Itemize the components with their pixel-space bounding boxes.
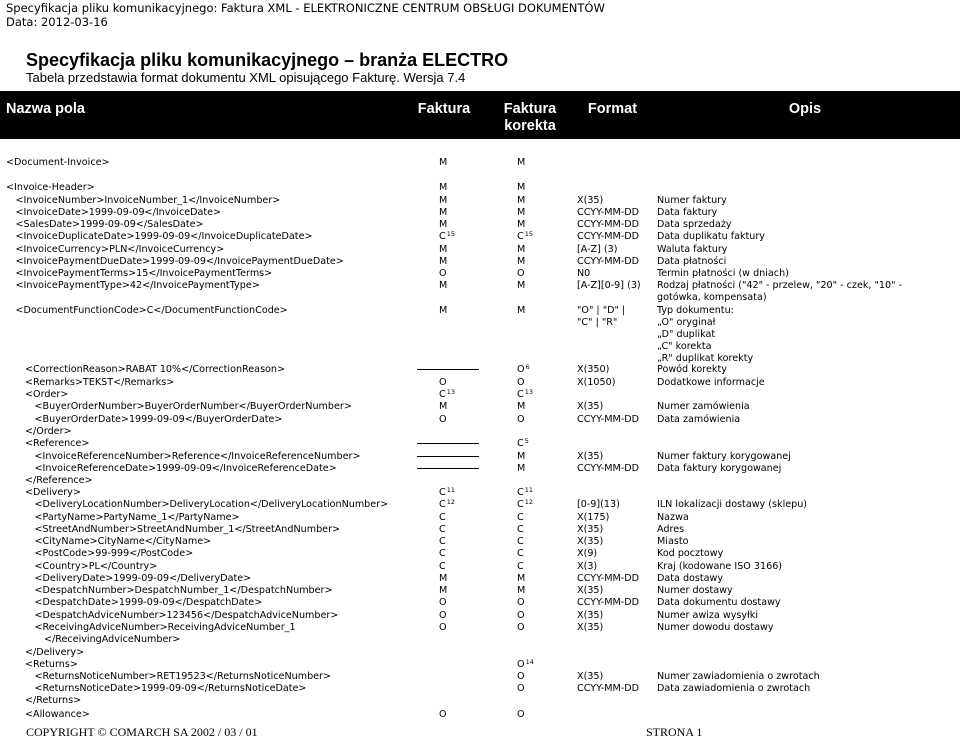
field-format: [A-Z] (3) [577,244,618,255]
footer [26,725,726,740]
korekta-requirement: C [517,561,524,572]
field-name: </Order> [25,426,72,437]
field-format: CCYY-MM-DD [577,573,640,584]
table-row [0,487,960,499]
faktura-requirement: O [439,622,447,633]
table-row [0,683,960,695]
field-format: CCYY-MM-DD [577,231,640,242]
footnote-marker: 11 [524,486,533,494]
field-name: <DeliveryLocationNumber>DeliveryLocation</DeliveryLocationNumber> [34,499,389,510]
field-description: Waluta faktury [657,244,728,255]
footnote-marker: 15 [446,230,455,238]
korekta-requirement: C [517,536,524,547]
field-description: „D" duplikat [657,329,716,340]
korekta-requirement: O [517,622,525,633]
korekta-requirement: M [517,585,526,596]
korekta-requirement: M [517,573,526,584]
field-name: <Allowance> [25,709,90,720]
faktura-requirement [417,364,479,376]
field-description: Data zawiadomienia o zwrotach [657,683,811,694]
field-name: <BuyerOrderNumber>BuyerOrderNumber</BuyerOrderNumber> [34,401,352,412]
table-row [0,524,960,536]
faktura-requirement: M [439,244,448,255]
faktura-requirement: $C^{12}$ [439,498,455,510]
korekta-requirement: M [517,451,526,462]
field-format: "C" | "R" [577,317,618,328]
faktura-requirement: M [439,207,448,218]
field-description: Data zamówienia [657,414,741,425]
col-korekta-header: Faktura korekta [503,101,557,134]
field-name: <DocumentFunctionCode>C</DocumentFunctionCode> [15,305,288,316]
field-description: „O" oryginał [657,317,716,328]
table-row [0,317,960,329]
field-description: Data płatności [657,256,727,267]
table-row [0,401,960,413]
table-row [0,475,960,487]
field-description: Rodzaj płatności ("42" - przelew, "20" - czek, "10" - [657,280,903,291]
korekta-requirement: O [517,671,525,682]
table-row [0,536,960,548]
field-format: CCYY-MM-DD [577,207,640,218]
faktura-requirement: O [439,709,447,720]
table-row [0,671,960,683]
field-format: [0-9](13) [577,499,620,510]
field-name: <StreetAndNumber>StreetAndNumber_1</StreetAndNumber> [34,524,341,535]
korekta-requirement: M [517,244,526,255]
table-row [0,585,960,597]
korekta-requirement: $C^{11}$ [517,486,533,498]
korekta-requirement: O [517,597,525,608]
field-description: Termin płatności (w dniach) [657,268,789,279]
field-format: X(35) [577,536,604,547]
col-faktura-header: Faktura [417,101,471,117]
field-format: CCYY-MM-DD [577,463,640,474]
table-header [0,91,960,139]
field-name: <Document-Invoice> [6,157,110,168]
field-description: Kod pocztowy [657,548,724,559]
field-name: <Returns> [25,659,78,670]
korekta-requirement: $C^{13}$ [517,388,533,400]
table-row [0,695,960,707]
faktura-requirement: O [439,414,447,425]
header-date: Data: 2012-03-16 [6,15,108,29]
field-format: X(350) [577,364,610,375]
table-row [0,463,960,475]
faktura-requirement: M [439,585,448,596]
korekta-requirement: M [517,463,526,474]
korekta-requirement: $C^{15}$ [517,230,533,242]
korekta-requirement: M [517,256,526,267]
field-description: Numer faktury korygowanej [657,451,791,462]
field-format: X(1050) [577,377,616,388]
footnote-marker: 12 [524,498,533,506]
field-name: <Delivery> [25,487,81,498]
korekta-requirement: M [517,195,526,206]
korekta-requirement: O [517,414,525,425]
faktura-requirement [417,438,479,450]
col-opis-header: Opis [788,101,822,117]
copyright: COPYRIGHT © COMARCH SA 2002 / 03 / 01 [26,725,258,739]
table-row [0,438,960,450]
faktura-requirement: M [439,573,448,584]
field-description: Dodatkowe informacje [657,377,765,388]
field-name: <CorrectionReason>RABAT 10%</CorrectionReason> [25,364,286,375]
faktura-requirement: C [439,524,446,535]
footnote-marker: 13 [446,388,455,396]
korekta-requirement: O [517,377,525,388]
field-format: X(35) [577,622,604,633]
korekta-requirement: M [517,305,526,316]
table-row [0,597,960,609]
field-format: X(35) [577,401,604,412]
faktura-requirement: O [439,268,447,279]
field-name: <Invoice-Header> [6,182,95,193]
field-name: </ReceivingAdviceNumber> [44,634,181,645]
korekta-requirement: O [517,610,525,621]
table-row [0,512,960,524]
faktura-requirement [417,463,479,475]
korekta-requirement: M [517,280,526,291]
table-row [0,451,960,463]
field-description: ILN lokalizacji dostawy (sklepu) [657,499,808,510]
field-name: <DespatchAdviceNumber>123456</DespatchAdviceNumber> [34,610,339,621]
field-name: <InvoiceDuplicateDate>1999-09-09</InvoiceDuplicateDate> [15,231,313,242]
footnote-marker: 11 [446,486,455,494]
table-row [0,207,960,219]
field-description: „R" duplikat korekty [657,353,754,364]
field-format: [A-Z][0-9] (3) [577,280,641,291]
field-description: Data faktury korygowanej [657,463,782,474]
field-name: <BuyerOrderDate>1999-09-09</BuyerOrderDate> [34,414,283,425]
faktura-requirement: O [439,610,447,621]
not-applicable-line [417,443,479,444]
faktura-requirement: C [439,536,446,547]
faktura-requirement: M [439,305,448,316]
table-row [0,548,960,560]
field-name: <Country>PL</Country> [34,561,158,572]
field-format: N0 [577,268,591,279]
field-name: <Order> [25,389,69,400]
table-row [0,389,960,401]
field-format: CCYY-MM-DD [577,683,640,694]
korekta-requirement: M [517,219,526,230]
korekta-requirement: $O^6$ [517,363,530,375]
korekta-requirement: O [517,683,525,694]
field-format: X(175) [577,512,610,523]
field-description: Numer faktury [657,195,727,206]
page-number: STRONA 1 [646,725,703,739]
faktura-requirement: O [439,597,447,608]
not-applicable-line [417,468,479,469]
field-name: <DeliveryDate>1999-09-09</DeliveryDate> [34,573,252,584]
field-description: Numer zawiadomienia o zwrotach [657,671,820,682]
field-description: „C" korekta [657,341,712,352]
korekta-requirement: M [517,182,526,193]
not-applicable-line [417,456,479,457]
field-format: X(35) [577,195,604,206]
korekta-requirement: M [517,401,526,412]
footnote-marker: 15 [524,230,533,238]
field-description: Typ dokumentu: [657,305,734,316]
field-format: X(35) [577,524,604,535]
field-name: <CityName>CityName</CityName> [34,536,212,547]
field-description: gotówka, kompensata) [657,292,767,303]
faktura-requirement: C [439,561,446,572]
korekta-requirement: $C^5$ [517,437,529,449]
faktura-requirement: $C^{11}$ [439,486,455,498]
footnote-marker: 6 [525,363,530,371]
faktura-requirement [417,451,479,463]
footnote-marker: 14 [525,658,534,666]
field-description: Miasto [657,536,689,547]
korekta-requirement: O [517,709,525,720]
faktura-requirement: O [439,377,447,388]
faktura-requirement: M [439,157,448,168]
field-name: <InvoicePaymentDueDate>1999-09-09</InvoicePaymentDueDate> [15,256,344,267]
field-name: <InvoicePaymentTerms>15</InvoicePaymentTerms> [15,268,273,279]
field-format: X(9) [577,548,598,559]
faktura-requirement: M [439,401,448,412]
field-name: <ReceivingAdviceNumber>ReceivingAdviceNumber_1 [34,622,296,633]
table-row [0,414,960,426]
table-row [0,659,960,671]
field-name: </Reference> [25,475,93,486]
field-name: <ReturnsNoticeDate>1999-09-09</ReturnsNoticeDate> [34,683,307,694]
faktura-requirement: $C^{15}$ [439,230,455,242]
table-row [0,634,960,646]
korekta-requirement: $O^{14}$ [517,658,534,670]
faktura-requirement: C [439,548,446,559]
faktura-requirement: M [439,195,448,206]
table-row [0,364,960,376]
field-format: CCYY-MM-DD [577,256,640,267]
table-row [0,709,960,721]
field-description: Data dokumentu dostawy [657,597,781,608]
table-row [0,305,960,317]
table-row [0,231,960,243]
table-row [0,244,960,256]
field-description: Data duplikatu faktury [657,231,765,242]
field-name: </Returns> [25,695,82,706]
field-description: Powód korekty [657,364,727,375]
field-description: Data sprzedaży [657,219,732,230]
not-applicable-line [417,369,479,370]
field-description: Numer zamówienia [657,401,750,412]
korekta-requirement: M [517,157,526,168]
korekta-requirement: O [517,268,525,279]
field-name: <InvoiceCurrency>PLN</InvoiceCurrency> [15,244,225,255]
field-format: X(35) [577,585,604,596]
faktura-requirement: M [439,182,448,193]
field-name: <PostCode>99-999</PostCode> [34,548,194,559]
field-name: <DespatchDate>1999-09-09</DespatchDate> [34,597,263,608]
page-title: Specyfikacja pliku komunikacyjnego – branża ELECTRO [26,50,509,70]
field-format: X(35) [577,671,604,682]
table-row [0,647,960,659]
table-row [0,219,960,231]
header-title: Specyfikacja pliku komunikacyjnego: Faktura XML - ELEKTRONICZNE CENTRUM OBSŁUGI DOKUMENTÓW [6,1,605,15]
field-name: <SalesDate>1999-09-09</SalesDate> [15,219,204,230]
field-format: CCYY-MM-DD [577,414,640,425]
table-row [0,268,960,280]
table-row [0,573,960,585]
faktura-requirement: C [439,512,446,523]
field-name: <InvoiceReferenceDate>1999-09-09</InvoiceReferenceDate> [34,463,337,474]
field-name: <Reference> [25,438,90,449]
table-row [0,280,960,292]
field-description: Adres [657,524,685,535]
field-description: Kraj (kodowane ISO 3166) [657,561,783,572]
table-row [0,292,960,304]
table-row [0,182,960,194]
table-row [0,256,960,268]
field-name: <Remarks>TEKST</Remarks> [25,377,175,388]
faktura-requirement: M [439,219,448,230]
table-row [0,499,960,511]
korekta-requirement: C [517,512,524,523]
footnote-marker: 5 [524,437,529,445]
field-name: </Delivery> [25,647,85,658]
table-row [0,426,960,438]
field-format: X(35) [577,610,604,621]
faktura-requirement: M [439,256,448,267]
field-format: "O" | "D" | [577,305,626,316]
field-name: <ReturnsNoticeNumber>RET19523</ReturnsNoticeNumber> [34,671,332,682]
field-description: Data dostawy [657,573,724,584]
faktura-requirement: M [439,280,448,291]
korekta-requirement: M [517,207,526,218]
field-name: <InvoiceReferenceNumber>Reference</InvoiceReferenceNumber> [34,451,361,462]
field-format: X(3) [577,561,598,572]
col-format-header: Format [587,101,638,117]
table-row [0,329,960,341]
field-format: CCYY-MM-DD [577,219,640,230]
field-format: X(35) [577,451,604,462]
field-format: CCYY-MM-DD [577,597,640,608]
faktura-requirement: $C^{13}$ [439,388,455,400]
col-name-header: Nazwa pola [6,101,85,117]
field-name: <DespatchNumber>DespatchNumber_1</DespatchNumber> [34,585,333,596]
field-name: <InvoicePaymentType>42</InvoicePaymentType> [15,280,260,291]
field-name: <PartyName>PartyName_1</PartyName> [34,512,240,523]
korekta-requirement: $C^{12}$ [517,498,533,510]
page-subtitle: Tabela przedstawia format dokumentu XML opisującego Fakturę. Wersja 7.4 [26,70,466,85]
field-description: Numer awiza wysyłki [657,610,759,621]
table-row [0,157,960,169]
table-row [0,341,960,353]
field-description: Numer dostawy [657,585,733,596]
table-row [0,195,960,207]
footnote-marker: 13 [524,388,533,396]
field-name: <InvoiceDate>1999-09-09</InvoiceDate> [15,207,222,218]
field-name: <InvoiceNumber>InvoiceNumber_1</InvoiceNumber> [15,195,281,206]
document-header [6,1,605,29]
field-description: Numer dowodu dostawy [657,622,774,633]
table-row [0,622,960,634]
table-row [0,561,960,573]
field-description: Data faktury [657,207,718,218]
field-description: Nazwa [657,512,689,523]
table-row [0,377,960,389]
footnote-marker: 12 [446,498,455,506]
korekta-requirement: C [517,524,524,535]
korekta-requirement: C [517,548,524,559]
table-row [0,610,960,622]
